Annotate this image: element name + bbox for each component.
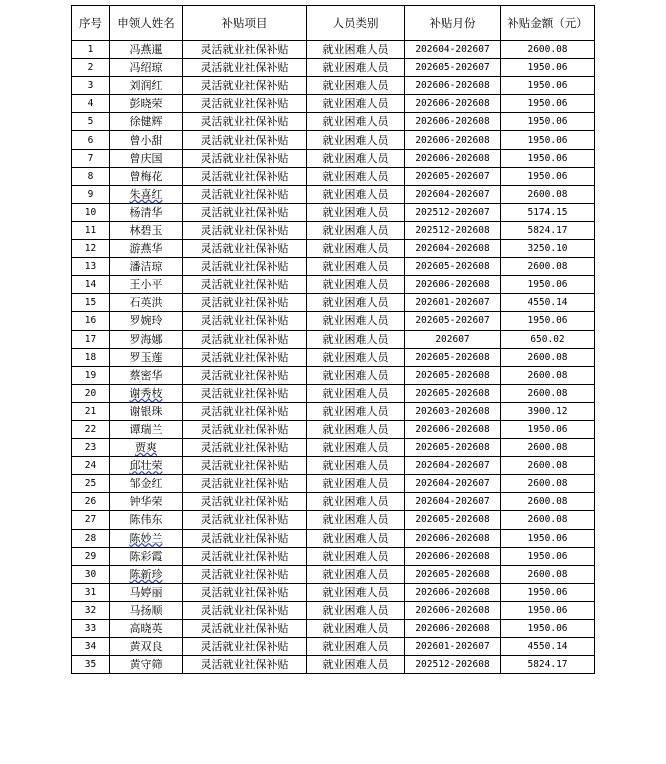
table-row bbox=[72, 366, 595, 384]
cell-name: 石英洪 bbox=[110, 294, 183, 312]
cell-category: 就业困难人员 bbox=[307, 493, 405, 511]
cell-month: 202606-202608 bbox=[405, 77, 501, 95]
cell-name: 王小平 bbox=[110, 276, 183, 294]
cell-project: 灵活就业社保补贴 bbox=[183, 656, 307, 674]
cell-category: 就业困难人员 bbox=[307, 221, 405, 239]
cell-amount: 2600.08 bbox=[501, 511, 595, 529]
cell-name: 黄双良 bbox=[110, 638, 183, 656]
cell-month: 202604-202607 bbox=[405, 457, 501, 475]
table-row bbox=[72, 258, 595, 276]
cell-month: 202601-202607 bbox=[405, 638, 501, 656]
cell-month: 202606-202608 bbox=[405, 620, 501, 638]
cell-name: 谢银珠 bbox=[110, 402, 183, 420]
cell-index: 8 bbox=[72, 167, 110, 185]
cell-index: 6 bbox=[72, 131, 110, 149]
cell-category: 就业困难人员 bbox=[307, 601, 405, 619]
cell-name: 邱壮荣 bbox=[110, 457, 183, 475]
cell-category: 就业困难人员 bbox=[307, 167, 405, 185]
cell-project: 灵活就业社保补贴 bbox=[183, 258, 307, 276]
cell-project: 灵活就业社保补贴 bbox=[183, 203, 307, 221]
table-row bbox=[72, 294, 595, 312]
cell-category: 就业困难人员 bbox=[307, 475, 405, 493]
table-row bbox=[72, 95, 595, 113]
table-row bbox=[72, 348, 595, 366]
table-row bbox=[72, 149, 595, 167]
cell-index: 3 bbox=[72, 77, 110, 95]
cell-month: 202604-202608 bbox=[405, 240, 501, 258]
cell-amount: 1950.06 bbox=[501, 547, 595, 565]
cell-project: 灵活就业社保补贴 bbox=[183, 420, 307, 438]
table-row bbox=[72, 620, 595, 638]
cell-index: 32 bbox=[72, 601, 110, 619]
cell-amount: 1950.06 bbox=[501, 149, 595, 167]
cell-category: 就业困难人员 bbox=[307, 312, 405, 330]
cell-month: 202512-202607 bbox=[405, 203, 501, 221]
cell-amount: 2600.08 bbox=[501, 384, 595, 402]
cell-month: 202601-202607 bbox=[405, 294, 501, 312]
cell-name: 高晓英 bbox=[110, 620, 183, 638]
cell-name: 谢秀枝 bbox=[110, 384, 183, 402]
cell-index: 9 bbox=[72, 185, 110, 203]
cell-category: 就业困难人员 bbox=[307, 511, 405, 529]
cell-amount: 1950.06 bbox=[501, 529, 595, 547]
cell-index: 23 bbox=[72, 439, 110, 457]
cell-name: 陈妙兰 bbox=[110, 529, 183, 547]
cell-category: 就业困难人员 bbox=[307, 402, 405, 420]
header-index: 序号 bbox=[72, 6, 110, 41]
table-row bbox=[72, 113, 595, 131]
header-category: 人员类别 bbox=[307, 6, 405, 41]
table-body bbox=[72, 41, 595, 674]
cell-project: 灵活就业社保补贴 bbox=[183, 59, 307, 77]
cell-amount: 5824.17 bbox=[501, 221, 595, 239]
cell-index: 14 bbox=[72, 276, 110, 294]
cell-index: 17 bbox=[72, 330, 110, 348]
cell-month: 202605-202608 bbox=[405, 258, 501, 276]
cell-index: 11 bbox=[72, 221, 110, 239]
cell-amount: 2600.08 bbox=[501, 41, 595, 59]
cell-name: 黄守筛 bbox=[110, 656, 183, 674]
cell-name: 陈伟东 bbox=[110, 511, 183, 529]
cell-name: 马扬顺 bbox=[110, 601, 183, 619]
cell-index: 2 bbox=[72, 59, 110, 77]
table-header-row bbox=[72, 6, 595, 41]
cell-category: 就业困难人员 bbox=[307, 366, 405, 384]
cell-project: 灵活就业社保补贴 bbox=[183, 439, 307, 457]
cell-project: 灵活就业社保补贴 bbox=[183, 511, 307, 529]
cell-index: 26 bbox=[72, 493, 110, 511]
cell-index: 21 bbox=[72, 402, 110, 420]
cell-amount: 5824.17 bbox=[501, 656, 595, 674]
cell-category: 就业困难人员 bbox=[307, 638, 405, 656]
table-row bbox=[72, 330, 595, 348]
cell-name: 朱喜红 bbox=[110, 185, 183, 203]
cell-amount: 2600.08 bbox=[501, 439, 595, 457]
cell-category: 就业困难人员 bbox=[307, 439, 405, 457]
cell-amount: 2600.08 bbox=[501, 475, 595, 493]
table-row bbox=[72, 565, 595, 583]
table-row bbox=[72, 276, 595, 294]
cell-project: 灵活就业社保补贴 bbox=[183, 131, 307, 149]
cell-category: 就业困难人员 bbox=[307, 656, 405, 674]
cell-name: 陈新珍 bbox=[110, 565, 183, 583]
cell-name: 钟华荣 bbox=[110, 493, 183, 511]
cell-name: 曾庆国 bbox=[110, 149, 183, 167]
cell-month: 202606-202608 bbox=[405, 601, 501, 619]
cell-project: 灵活就业社保补贴 bbox=[183, 330, 307, 348]
cell-project: 灵活就业社保补贴 bbox=[183, 149, 307, 167]
cell-category: 就业困难人员 bbox=[307, 294, 405, 312]
cell-amount: 1950.06 bbox=[501, 312, 595, 330]
cell-category: 就业困难人员 bbox=[307, 457, 405, 475]
header-month: 补贴月份 bbox=[405, 6, 501, 41]
cell-month: 202606-202608 bbox=[405, 529, 501, 547]
cell-amount: 1950.06 bbox=[501, 113, 595, 131]
table-row bbox=[72, 601, 595, 619]
cell-month: 202604-202607 bbox=[405, 493, 501, 511]
cell-index: 33 bbox=[72, 620, 110, 638]
table-row bbox=[72, 439, 595, 457]
cell-project: 灵活就业社保补贴 bbox=[183, 638, 307, 656]
cell-month: 202606-202608 bbox=[405, 113, 501, 131]
cell-month: 202605-202608 bbox=[405, 384, 501, 402]
cell-category: 就业困难人员 bbox=[307, 420, 405, 438]
table-row bbox=[72, 167, 595, 185]
cell-month: 202512-202608 bbox=[405, 656, 501, 674]
cell-project: 灵活就业社保补贴 bbox=[183, 348, 307, 366]
table-row bbox=[72, 221, 595, 239]
cell-category: 就业困难人员 bbox=[307, 185, 405, 203]
cell-month: 202606-202608 bbox=[405, 547, 501, 565]
cell-index: 28 bbox=[72, 529, 110, 547]
cell-project: 灵活就业社保补贴 bbox=[183, 493, 307, 511]
cell-category: 就业困难人员 bbox=[307, 330, 405, 348]
cell-project: 灵活就业社保补贴 bbox=[183, 547, 307, 565]
cell-project: 灵活就业社保补贴 bbox=[183, 583, 307, 601]
cell-name: 罗海娜 bbox=[110, 330, 183, 348]
cell-category: 就业困难人员 bbox=[307, 620, 405, 638]
cell-project: 灵活就业社保补贴 bbox=[183, 620, 307, 638]
table-row bbox=[72, 656, 595, 674]
cell-category: 就业困难人员 bbox=[307, 240, 405, 258]
cell-amount: 4550.14 bbox=[501, 638, 595, 656]
cell-index: 15 bbox=[72, 294, 110, 312]
cell-category: 就业困难人员 bbox=[307, 59, 405, 77]
cell-name: 蔡密华 bbox=[110, 366, 183, 384]
cell-month: 202606-202608 bbox=[405, 95, 501, 113]
table-row bbox=[72, 77, 595, 95]
cell-project: 灵活就业社保补贴 bbox=[183, 366, 307, 384]
cell-index: 35 bbox=[72, 656, 110, 674]
cell-name: 冯绍琼 bbox=[110, 59, 183, 77]
cell-index: 25 bbox=[72, 475, 110, 493]
cell-month: 202605-202607 bbox=[405, 312, 501, 330]
cell-amount: 1950.06 bbox=[501, 601, 595, 619]
cell-amount: 1950.06 bbox=[501, 59, 595, 77]
cell-amount: 1950.06 bbox=[501, 276, 595, 294]
cell-category: 就业困难人员 bbox=[307, 131, 405, 149]
cell-name: 马婷丽 bbox=[110, 583, 183, 601]
cell-index: 12 bbox=[72, 240, 110, 258]
table-row bbox=[72, 402, 595, 420]
cell-month: 202604-202607 bbox=[405, 475, 501, 493]
cell-amount: 2600.08 bbox=[501, 493, 595, 511]
table-row bbox=[72, 59, 595, 77]
cell-month: 202512-202608 bbox=[405, 221, 501, 239]
table-row bbox=[72, 203, 595, 221]
cell-project: 灵活就业社保补贴 bbox=[183, 402, 307, 420]
cell-category: 就业困难人员 bbox=[307, 149, 405, 167]
cell-amount: 1950.06 bbox=[501, 620, 595, 638]
header-amount: 补贴金额（元） bbox=[501, 6, 595, 41]
cell-amount: 650.02 bbox=[501, 330, 595, 348]
cell-month: 202603-202608 bbox=[405, 402, 501, 420]
cell-month: 202605-202607 bbox=[405, 167, 501, 185]
table-row bbox=[72, 420, 595, 438]
cell-name: 刘润红 bbox=[110, 77, 183, 95]
cell-project: 灵活就业社保补贴 bbox=[183, 240, 307, 258]
table-row bbox=[72, 583, 595, 601]
cell-name: 罗婉玲 bbox=[110, 312, 183, 330]
cell-category: 就业困难人员 bbox=[307, 583, 405, 601]
cell-index: 19 bbox=[72, 366, 110, 384]
cell-month: 202605-202608 bbox=[405, 348, 501, 366]
cell-category: 就业困难人员 bbox=[307, 77, 405, 95]
cell-index: 20 bbox=[72, 384, 110, 402]
cell-index: 29 bbox=[72, 547, 110, 565]
cell-amount: 3250.10 bbox=[501, 240, 595, 258]
cell-name: 游燕华 bbox=[110, 240, 183, 258]
cell-month: 202605-202608 bbox=[405, 439, 501, 457]
cell-amount: 1950.06 bbox=[501, 167, 595, 185]
table-row bbox=[72, 384, 595, 402]
table-row bbox=[72, 511, 595, 529]
table-row bbox=[72, 41, 595, 59]
cell-name: 徐健辉 bbox=[110, 113, 183, 131]
cell-project: 灵活就业社保补贴 bbox=[183, 529, 307, 547]
cell-index: 22 bbox=[72, 420, 110, 438]
table-row bbox=[72, 240, 595, 258]
cell-name: 陈彩霞 bbox=[110, 547, 183, 565]
cell-amount: 2600.08 bbox=[501, 457, 595, 475]
cell-amount: 1950.06 bbox=[501, 420, 595, 438]
cell-project: 灵活就业社保补贴 bbox=[183, 384, 307, 402]
cell-project: 灵活就业社保补贴 bbox=[183, 113, 307, 131]
cell-index: 16 bbox=[72, 312, 110, 330]
table-row bbox=[72, 185, 595, 203]
cell-index: 5 bbox=[72, 113, 110, 131]
cell-amount: 2600.08 bbox=[501, 348, 595, 366]
cell-name: 曾梅花 bbox=[110, 167, 183, 185]
cell-index: 31 bbox=[72, 583, 110, 601]
cell-category: 就业困难人员 bbox=[307, 547, 405, 565]
cell-name: 杨清华 bbox=[110, 203, 183, 221]
table-row bbox=[72, 131, 595, 149]
cell-project: 灵活就业社保补贴 bbox=[183, 475, 307, 493]
table-row bbox=[72, 529, 595, 547]
cell-name: 冯燕暹 bbox=[110, 41, 183, 59]
cell-project: 灵活就业社保补贴 bbox=[183, 294, 307, 312]
cell-index: 10 bbox=[72, 203, 110, 221]
cell-index: 30 bbox=[72, 565, 110, 583]
cell-month: 202606-202608 bbox=[405, 420, 501, 438]
subsidy-table bbox=[71, 5, 595, 674]
table-row bbox=[72, 457, 595, 475]
cell-category: 就业困难人员 bbox=[307, 529, 405, 547]
cell-amount: 1950.06 bbox=[501, 131, 595, 149]
cell-amount: 1950.06 bbox=[501, 95, 595, 113]
cell-category: 就业困难人员 bbox=[307, 276, 405, 294]
cell-amount: 4550.14 bbox=[501, 294, 595, 312]
cell-index: 7 bbox=[72, 149, 110, 167]
table-row bbox=[72, 475, 595, 493]
cell-month: 202606-202608 bbox=[405, 583, 501, 601]
cell-category: 就业困难人员 bbox=[307, 348, 405, 366]
cell-amount: 1950.06 bbox=[501, 77, 595, 95]
cell-amount: 2600.08 bbox=[501, 565, 595, 583]
cell-category: 就业困难人员 bbox=[307, 384, 405, 402]
cell-index: 34 bbox=[72, 638, 110, 656]
cell-amount: 3900.12 bbox=[501, 402, 595, 420]
cell-month: 202605-202607 bbox=[405, 59, 501, 77]
cell-project: 灵活就业社保补贴 bbox=[183, 221, 307, 239]
table-row bbox=[72, 312, 595, 330]
cell-name: 贾爽 bbox=[110, 439, 183, 457]
cell-index: 1 bbox=[72, 41, 110, 59]
cell-project: 灵活就业社保补贴 bbox=[183, 185, 307, 203]
cell-index: 27 bbox=[72, 511, 110, 529]
cell-project: 灵活就业社保补贴 bbox=[183, 565, 307, 583]
cell-month: 202605-202608 bbox=[405, 366, 501, 384]
cell-index: 13 bbox=[72, 258, 110, 276]
cell-amount: 2600.08 bbox=[501, 366, 595, 384]
cell-index: 4 bbox=[72, 95, 110, 113]
cell-project: 灵活就业社保补贴 bbox=[183, 95, 307, 113]
cell-month: 202604-202607 bbox=[405, 41, 501, 59]
cell-project: 灵活就业社保补贴 bbox=[183, 312, 307, 330]
cell-category: 就业困难人员 bbox=[307, 113, 405, 131]
cell-month: 202605-202608 bbox=[405, 565, 501, 583]
header-name: 申领人姓名 bbox=[110, 6, 183, 41]
cell-name: 谭瑞兰 bbox=[110, 420, 183, 438]
cell-month: 202607 bbox=[405, 330, 501, 348]
cell-category: 就业困难人员 bbox=[307, 258, 405, 276]
cell-project: 灵活就业社保补贴 bbox=[183, 167, 307, 185]
cell-month: 202604-202607 bbox=[405, 185, 501, 203]
cell-amount: 2600.08 bbox=[501, 258, 595, 276]
header-project: 补贴项目 bbox=[183, 6, 307, 41]
cell-name: 潘洁琼 bbox=[110, 258, 183, 276]
cell-project: 灵活就业社保补贴 bbox=[183, 601, 307, 619]
cell-project: 灵活就业社保补贴 bbox=[183, 276, 307, 294]
cell-category: 就业困难人员 bbox=[307, 203, 405, 221]
cell-name: 林碧玉 bbox=[110, 221, 183, 239]
table-row bbox=[72, 638, 595, 656]
cell-index: 18 bbox=[72, 348, 110, 366]
cell-name: 罗玉莲 bbox=[110, 348, 183, 366]
cell-amount: 2600.08 bbox=[501, 185, 595, 203]
table-row bbox=[72, 493, 595, 511]
cell-month: 202606-202608 bbox=[405, 276, 501, 294]
cell-project: 灵活就业社保补贴 bbox=[183, 41, 307, 59]
cell-project: 灵活就业社保补贴 bbox=[183, 77, 307, 95]
cell-month: 202605-202608 bbox=[405, 511, 501, 529]
cell-category: 就业困难人员 bbox=[307, 565, 405, 583]
cell-project: 灵活就业社保补贴 bbox=[183, 457, 307, 475]
cell-name: 邹金红 bbox=[110, 475, 183, 493]
cell-month: 202606-202608 bbox=[405, 149, 501, 167]
cell-name: 曾小甜 bbox=[110, 131, 183, 149]
table-row bbox=[72, 547, 595, 565]
cell-amount: 5174.15 bbox=[501, 203, 595, 221]
cell-index: 24 bbox=[72, 457, 110, 475]
cell-amount: 1950.06 bbox=[501, 583, 595, 601]
cell-category: 就业困难人员 bbox=[307, 41, 405, 59]
cell-month: 202606-202608 bbox=[405, 131, 501, 149]
cell-name: 彭晓荣 bbox=[110, 95, 183, 113]
cell-category: 就业困难人员 bbox=[307, 95, 405, 113]
